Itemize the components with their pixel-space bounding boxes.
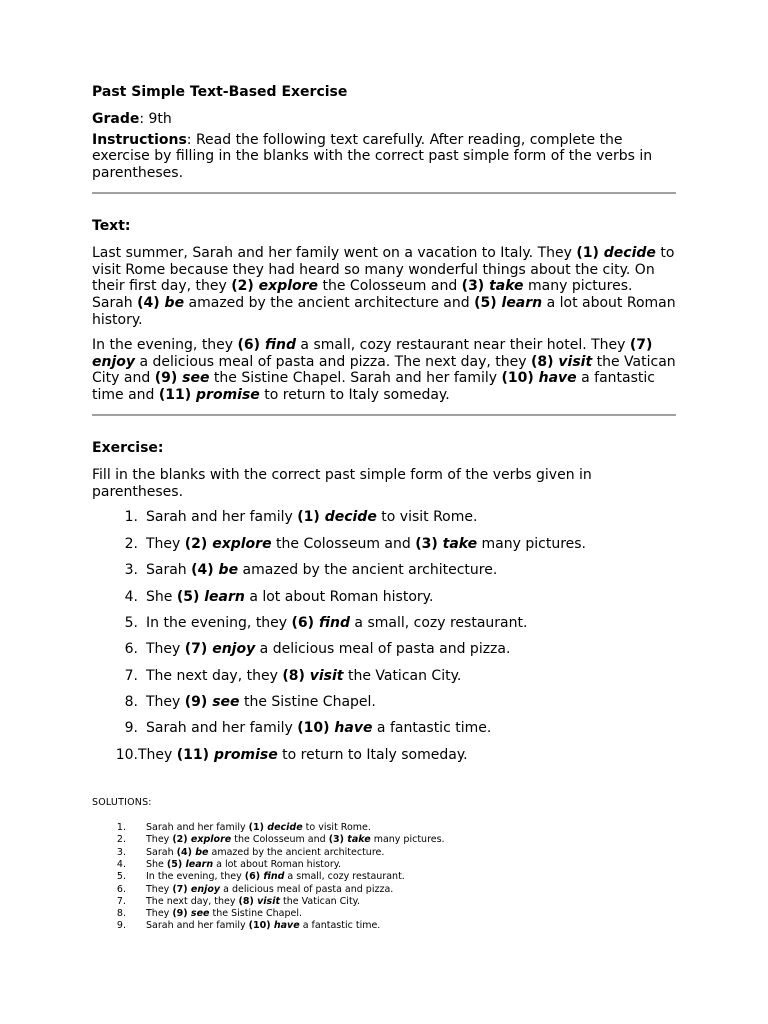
text-run: a delicious meal of pasta and pizza. The next day, they	[135, 353, 531, 370]
list-item	[92, 871, 676, 883]
text-run: the Colosseum and	[271, 535, 416, 552]
list-number: 10.	[115, 746, 138, 763]
blank-number: (10)	[501, 370, 539, 387]
text-run: a small, cozy restaurant.	[284, 871, 405, 883]
text-run: the Colosseum and	[231, 834, 329, 846]
text-run: amazed by the ancient architecture.	[238, 562, 498, 579]
verb-prompt: decide	[324, 509, 377, 526]
list-number: 2.	[124, 535, 138, 552]
instructions	[92, 132, 676, 182]
text-run: Sarah and her family	[146, 509, 298, 526]
text-run: In the evening, they	[146, 871, 245, 883]
divider	[92, 192, 676, 194]
text-run: a lot about Roman history.	[244, 588, 434, 605]
list-number: 5.	[124, 614, 138, 631]
text-run: many pictures.	[477, 535, 586, 552]
list-number: 9.	[124, 720, 138, 737]
blank-number: (1)	[297, 509, 325, 526]
page-title: Past Simple Text-Based Exercise	[92, 84, 348, 100]
verb-prompt: be	[218, 562, 239, 579]
blank-number: (3)	[328, 834, 348, 846]
verb-prompt: find	[264, 336, 296, 353]
list-number: 8.	[124, 694, 138, 711]
text-run: Sarah and her family	[146, 822, 249, 834]
grade-label: Grade	[92, 110, 140, 127]
text-run: the Vatican City and	[92, 353, 676, 387]
verb-prompt: take	[442, 535, 478, 552]
text-run: The next day, they	[146, 667, 283, 684]
list-number: 2.	[116, 834, 126, 846]
blank-number: (3)	[461, 278, 490, 295]
list-item	[92, 747, 676, 764]
document-page	[92, 84, 676, 933]
blank-number: (4)	[137, 295, 165, 312]
verb-prompt: be	[195, 846, 209, 858]
list-item	[92, 822, 676, 834]
text-run: the Sistine Chapel.	[239, 694, 376, 711]
exercise-list	[92, 509, 676, 763]
blank-number: (7)	[629, 336, 653, 353]
list-item	[92, 694, 676, 711]
text-run: Sarah	[146, 846, 177, 858]
list-number: 9.	[116, 920, 126, 932]
text-run: a fantastic time.	[372, 720, 492, 737]
blank-number: (2)	[184, 535, 213, 552]
text-run: The next day, they	[146, 895, 239, 907]
solutions-label: SOLUTIONS:	[92, 797, 152, 809]
list-item	[92, 859, 676, 871]
blank-number: (6)	[244, 871, 264, 883]
blank-number: (4)	[176, 846, 196, 858]
blank-number: (6)	[237, 336, 265, 353]
list-number: 3.	[116, 846, 126, 858]
text-run: They	[146, 834, 173, 846]
blank-number: (3)	[415, 535, 443, 552]
grade-line	[92, 111, 676, 128]
solutions-list	[92, 822, 676, 933]
verb-prompt: find	[318, 614, 350, 631]
text-run: They	[146, 641, 185, 658]
text-run: many pictures. Sarah	[92, 278, 633, 312]
text-run: She	[146, 588, 177, 605]
exercise-heading: Exercise:	[92, 439, 164, 456]
verb-prompt: explore	[190, 834, 232, 846]
text-run: a delicious meal of pasta and pizza.	[255, 641, 511, 658]
verb-prompt: enjoy	[190, 883, 221, 895]
list-item	[92, 920, 676, 932]
verb-prompt: be	[164, 295, 185, 312]
list-number: 1.	[124, 509, 138, 526]
blank-number: (6)	[291, 614, 319, 631]
blank-number: (9)	[172, 908, 191, 920]
list-number: 3.	[124, 562, 138, 579]
list-number: 6.	[116, 883, 126, 895]
verb-prompt: take	[347, 834, 371, 846]
list-number: 6.	[124, 641, 138, 658]
grade-value: : 9th	[139, 110, 172, 127]
blank-number: (8)	[238, 895, 258, 907]
verb-prompt: visit	[558, 353, 593, 370]
list-item	[92, 720, 676, 737]
verb-prompt: learn	[501, 295, 543, 312]
text-run: to visit Rome because they had heard so many wonderful things about the city. On their first day, they	[92, 244, 675, 295]
text-run: They	[146, 908, 173, 920]
blank-number: (7)	[184, 641, 213, 658]
text-run: the Vatican City.	[343, 667, 462, 684]
text-run: to return to Italy someday.	[277, 746, 468, 763]
text-run: a lot about Roman history.	[92, 295, 676, 328]
list-number: 7.	[116, 895, 126, 907]
text-run: amazed by the ancient architecture and	[184, 295, 475, 312]
blank-number: (5)	[176, 588, 205, 605]
text-run: a fantastic time.	[299, 920, 381, 932]
blank-number: (10)	[248, 920, 274, 932]
list-item	[92, 884, 676, 896]
text-run: They	[146, 535, 185, 552]
verb-prompt: see	[212, 694, 240, 711]
text-run: to return to Italy someday.	[259, 387, 450, 404]
blank-number: (1)	[576, 244, 604, 261]
verb-prompt: visit	[257, 895, 281, 907]
list-number: 1.	[116, 822, 126, 834]
verb-prompt: have	[538, 370, 577, 387]
list-item	[92, 536, 676, 553]
blank-number: (10)	[297, 720, 335, 737]
list-item	[92, 641, 676, 658]
blank-number: (2)	[172, 834, 191, 846]
list-item	[92, 908, 676, 920]
blank-number: (11)	[158, 387, 197, 404]
instructions-label: Instructions	[92, 131, 187, 148]
verb-prompt: take	[489, 278, 524, 295]
blank-number: (11)	[176, 746, 214, 763]
text-paragraph-1	[92, 245, 676, 329]
verb-prompt: have	[334, 720, 373, 737]
verb-prompt: visit	[309, 667, 344, 684]
text-run: In the evening, they	[146, 614, 292, 631]
blank-number: (7)	[172, 883, 191, 895]
blank-number: (8)	[531, 353, 559, 370]
verb-prompt: find	[263, 871, 285, 883]
exercise-intro: Fill in the blanks with the correct past simple form of the verbs given in parentheses.	[92, 466, 592, 500]
text-run: a fantastic time and	[92, 370, 655, 404]
text-run: a lot about Roman history.	[213, 858, 342, 870]
divider	[92, 414, 676, 416]
verb-prompt: see	[182, 370, 210, 387]
text-run: a delicious meal of pasta and pizza.	[220, 883, 394, 895]
text-run: Sarah and her family	[146, 720, 298, 737]
blank-number: (1)	[248, 822, 268, 834]
text-run: They	[146, 883, 173, 895]
list-number: 7.	[124, 667, 138, 684]
list-item	[92, 834, 676, 846]
verb-prompt: promise	[196, 387, 260, 404]
verb-prompt: decide	[603, 244, 656, 261]
verb-prompt: enjoy	[212, 641, 256, 658]
text-run: She	[146, 858, 167, 870]
blank-number: (9)	[184, 694, 213, 711]
text-run: Last summer, Sarah and her family went on a vacation to Italy. They	[92, 244, 577, 261]
verb-prompt: enjoy	[92, 353, 136, 370]
list-item	[92, 562, 676, 579]
text-run: Sarah	[146, 562, 192, 579]
verb-prompt: have	[273, 920, 300, 932]
text-heading: Text:	[92, 217, 131, 234]
instructions-text: : Read the following text carefully. After reading, complete the exercise by filling in the blanks with the correct past simple form of the verbs in parentheses.	[92, 131, 653, 182]
text-run: They	[146, 694, 185, 711]
verb-prompt: learn	[204, 588, 245, 605]
text-run: the Colosseum and	[318, 278, 462, 295]
list-item	[92, 589, 676, 606]
text-run: the Sistine Chapel.	[209, 908, 302, 920]
text-paragraph-2	[92, 337, 676, 404]
list-number: 5.	[116, 871, 126, 883]
verb-prompt: explore	[212, 535, 272, 552]
list-item	[92, 847, 676, 859]
list-number: 4.	[124, 588, 138, 605]
list-item	[92, 509, 676, 526]
verb-prompt: explore	[258, 278, 319, 295]
text-run: amazed by the ancient architecture.	[208, 846, 385, 858]
verb-prompt: decide	[267, 822, 303, 834]
text-run: the Sistine Chapel. Sarah and her family	[209, 370, 502, 387]
text-run: the Vatican City.	[280, 895, 360, 907]
list-number: 4.	[116, 858, 126, 870]
verb-prompt: see	[190, 908, 210, 920]
text-run: a small, cozy restaurant.	[349, 614, 528, 631]
text-run: to visit Rome.	[302, 822, 371, 834]
list-item	[92, 896, 676, 908]
list-item	[92, 615, 676, 632]
blank-number: (8)	[282, 667, 310, 684]
blank-number: (5)	[166, 858, 186, 870]
verb-prompt: promise	[213, 746, 278, 763]
verb-prompt: learn	[185, 858, 214, 870]
text-run: many pictures.	[370, 834, 445, 846]
list-number: 8.	[116, 908, 126, 920]
text-run: to visit Rome.	[376, 509, 478, 526]
text-run: a small, cozy restaurant near their hotel. They	[295, 336, 630, 353]
text-run: In the evening, they	[92, 336, 238, 353]
blank-number: (5)	[474, 295, 502, 312]
blank-number: (2)	[231, 278, 259, 295]
list-item	[92, 668, 676, 685]
text-run: They	[138, 746, 177, 763]
text-run: Sarah and her family	[146, 920, 249, 932]
blank-number: (9)	[154, 370, 183, 387]
blank-number: (4)	[191, 562, 219, 579]
